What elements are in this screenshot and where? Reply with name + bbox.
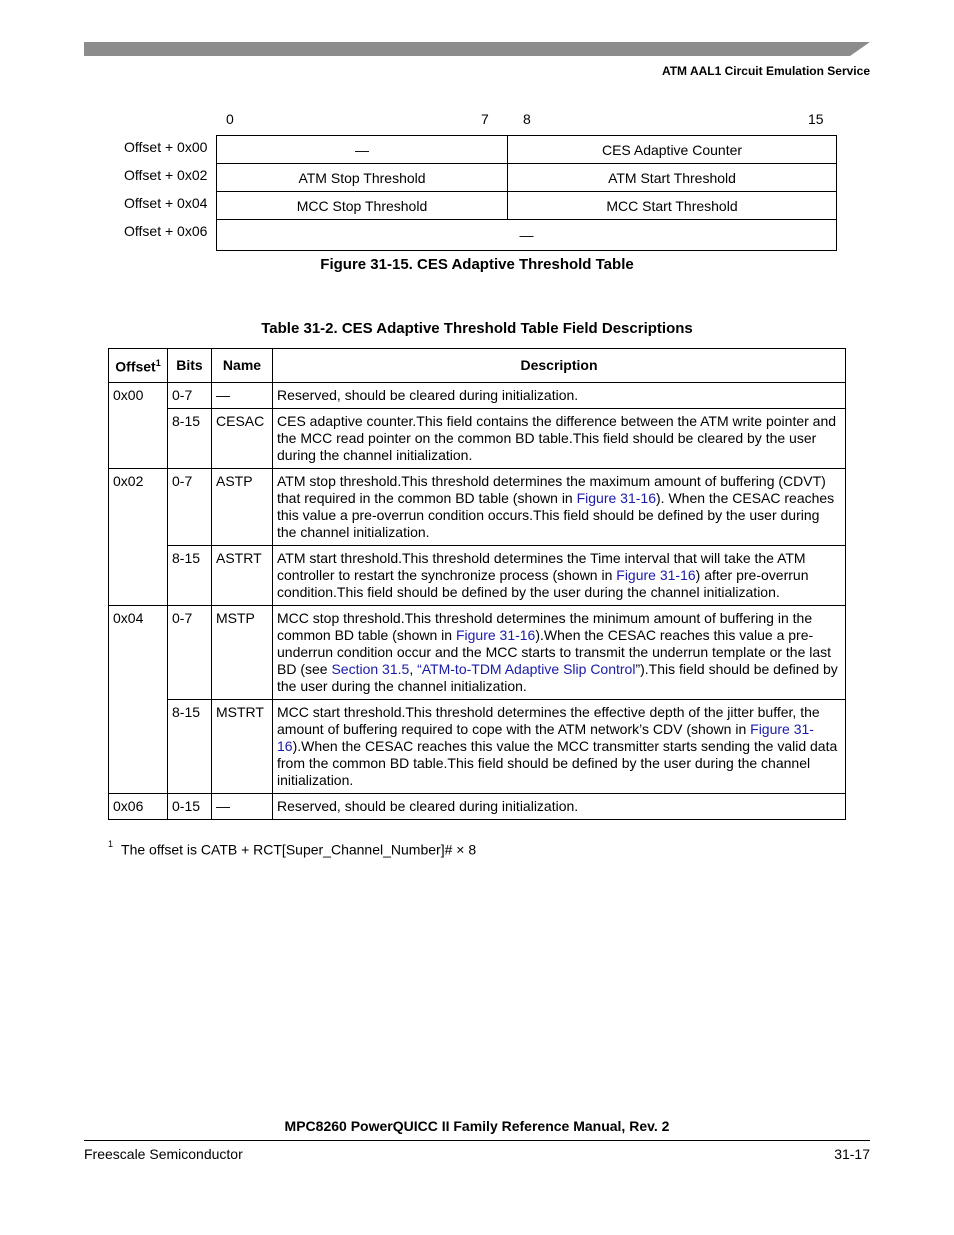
table-caption: Table 31-2. CES Adaptive Threshold Table Field Descriptions: [261, 320, 693, 337]
bits-cell: 0-7: [168, 606, 212, 700]
register-field: ATM Stop Threshold: [217, 164, 508, 192]
description-cell: Reserved, should be cleared during initialization.: [273, 794, 846, 820]
figure-caption: Figure 31-15. CES Adaptive Threshold Table: [320, 256, 634, 273]
bit-number-8: 8: [523, 111, 531, 127]
bit-number-15: 15: [808, 111, 824, 127]
header-bar: [84, 42, 870, 56]
column-header-bits: Bits: [168, 349, 212, 383]
footnote-number: 1: [108, 839, 114, 849]
description-cell: MCC start threshold.This threshold determines the effective depth of the jitter buffer, the amount of buffering required to cope with the ATM network’s CDV (shown in Figure 31-16).When the CESAC reaches this value the MCC transmitter starts sending the valid data from the common BD table.This field should be defined by the user during the channel initialization.: [273, 700, 846, 794]
name-cell: CESAC: [212, 409, 273, 469]
table-row: [109, 383, 846, 409]
section-link[interactable]: Section 31.5: [331, 661, 410, 677]
section-title-link[interactable]: “ATM-to-TDM Adaptive Slip Control: [417, 661, 636, 677]
company-name: Freescale Semiconductor: [84, 1146, 243, 1162]
table-row: [109, 546, 846, 606]
table-row: [109, 606, 846, 700]
register-field: MCC Stop Threshold: [217, 192, 508, 220]
table-row: [109, 409, 846, 469]
page-number: 31-17: [834, 1146, 870, 1162]
bit-number-7: 7: [481, 111, 489, 127]
offset-label: Offset + 0x02: [124, 167, 208, 183]
offset-label: Offset + 0x04: [124, 195, 208, 211]
name-cell: —: [212, 383, 273, 409]
register-field: —: [217, 136, 508, 164]
register-field: ATM Start Threshold: [508, 164, 837, 192]
bits-cell: 8-15: [168, 409, 212, 469]
footer-divider: [84, 1140, 870, 1141]
name-cell: ASTRT: [212, 546, 273, 606]
register-field: MCC Start Threshold: [508, 192, 837, 220]
register-field: —: [217, 220, 837, 251]
bit-number-0: 0: [226, 111, 234, 127]
description-cell: ATM stop threshold.This threshold determines the maximum amount of buffering (CDVT) that required in the common BD table (shown in Figure 31-16). When the CESAC reaches this value a pre-overrun condition occurs.This field should be defined by the user during the channel initialization.: [273, 469, 846, 546]
column-header-offset: Offset$^1$: [109, 349, 168, 383]
offset-label: Offset + 0x00: [124, 139, 208, 155]
figure-link[interactable]: Figure 31-16: [277, 721, 814, 754]
description-cell: CES adaptive counter.This field contains the difference between the ATM write pointer and the MCC read pointer on the common BD table.This field should be cleared by the user during the channel initialization.: [273, 409, 846, 469]
manual-title: MPC8260 PowerQUICC II Family Reference Manual, Rev. 2: [284, 1118, 670, 1134]
name-cell: —: [212, 794, 273, 820]
column-header-name: Name: [212, 349, 273, 383]
offset-cell: 0x04: [109, 606, 168, 794]
section-title: ATM AAL1 Circuit Emulation Service: [661, 64, 870, 78]
bits-cell: 0-7: [168, 469, 212, 546]
table-footnote: [108, 841, 476, 858]
bits-cell: 0-15: [168, 794, 212, 820]
name-cell: MSTRT: [212, 700, 273, 794]
footnote-text: The offset is CATB + RCT[Super_Channel_Number]# × 8: [121, 841, 477, 858]
bits-cell: 8-15: [168, 546, 212, 606]
description-cell: ATM start threshold.This threshold determines the Time interval that will take the ATM controller to restart the synchronize process (shown in Figure 31-16) after pre-overrun condition.This field should be defined by the user during the channel initialization.: [273, 546, 846, 606]
register-figure: [216, 135, 837, 251]
bits-cell: 8-15: [168, 700, 212, 794]
column-header-description: Description: [273, 349, 846, 383]
table-header-row: [109, 349, 846, 383]
table-row: [109, 794, 846, 820]
offset-label: Offset + 0x06: [124, 223, 208, 239]
figure-link[interactable]: Figure 31-16: [576, 490, 656, 506]
field-description-table: [108, 348, 846, 820]
name-cell: ASTP: [212, 469, 273, 546]
description-cell: Reserved, should be cleared during initialization.: [273, 383, 846, 409]
offset-cell: 0x06: [109, 794, 168, 820]
figure-link[interactable]: Figure 31-16: [616, 567, 696, 583]
name-cell: MSTP: [212, 606, 273, 700]
table-row: [109, 469, 846, 546]
offset-cell: 0x00: [109, 383, 168, 469]
bits-cell: 0-7: [168, 383, 212, 409]
description-cell: MCC stop threshold.This threshold determines the minimum amount of buffering in the common BD table (shown in Figure 31-16).When the CESAC reaches this value a pre-underrun condition occur and the MCC starts to transmit the underrun template or the last BD (see Section 31.5, “ATM-to-TDM Adaptive Slip Control”).This field should be defined by the user during the channel initialization.: [273, 606, 846, 700]
register-field: CES Adaptive Counter: [508, 136, 837, 164]
table-row: [109, 700, 846, 794]
offset-cell: 0x02: [109, 469, 168, 606]
figure-link[interactable]: Figure 31-16: [455, 627, 536, 643]
